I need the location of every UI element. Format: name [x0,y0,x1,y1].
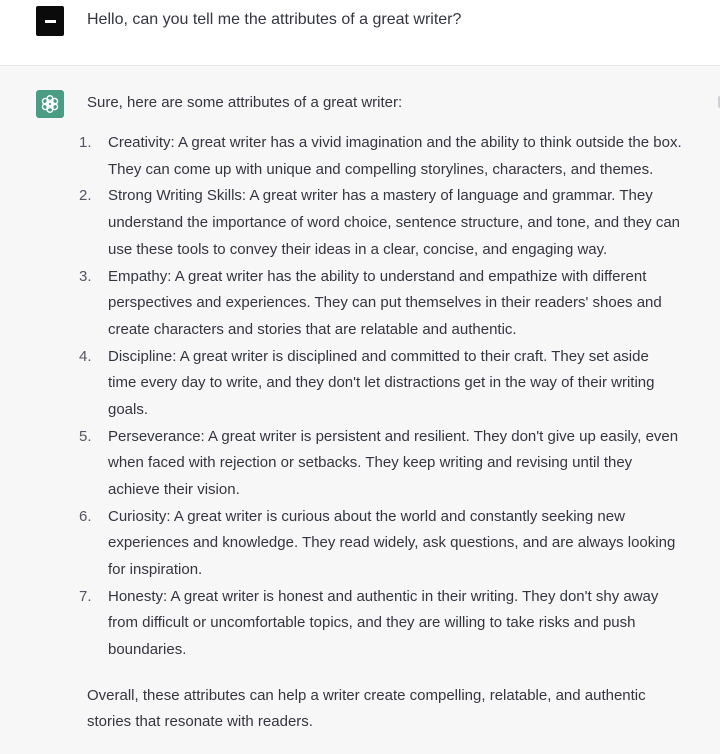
list-item-number: 2. [79,187,92,205]
list-item-number: 5. [79,427,92,445]
list-item-line: Honesty: A great writer is honest and authentic in their writing. They don't shy away [108,587,659,605]
list-item-line: They can come up with unique and compelling storylines, characters, and themes. [108,160,654,178]
list-item [79,504,719,584]
list-item-number: 1. [79,134,92,151]
list-item [79,344,719,424]
list-item-line: from difficult or uncomfortable topics, and they are willing to take risks and push [108,614,636,632]
user-message-text: Hello, can you tell me the attributes of a great writer? [87,11,462,28]
answer-conclusion [87,683,719,735]
list-item-number: 6. [79,507,92,525]
list-item-line: Creativity: A great writer has a vivid imagination and the ability to think outside the box. [108,134,682,151]
list-item-line: Curiosity: A great writer is curious about the world and constantly seeking new [108,507,625,525]
list-item [79,584,719,664]
list-item-line: experiences and knowledge. They read widely, ask questions, and are always looking [108,534,676,552]
list-item [79,264,719,344]
list-item-line: use these tools to convey their ideas in a clear, concise, and engaging way. [108,240,608,258]
list-item-line: goals. [108,400,149,418]
list-item-line: time every day to write, and they don't let distractions get in the way of their writing [108,374,655,392]
attributes-list [79,130,719,664]
list-item [79,130,719,183]
list-item-line: Perseverance: A great writer is persistent and resilient. They don't give up easily, even [108,427,679,445]
list-item [79,183,719,263]
assistant-message-text [79,92,719,735]
list-item-line: Empathy: A great writer has the ability to understand and empathize with different [108,267,647,285]
list-item-line: boundaries. [108,641,187,659]
conclusion-line: Overall, these attributes can help a writer create compelling, relatable, and authentic [87,686,646,704]
list-item-line: Strong Writing Skills: A great writer has a mastery of language and grammar. They [108,187,653,205]
list-item-number: 4. [79,347,92,365]
conclusion-line: stories that resonate with readers. [87,712,313,730]
answer-intro: Sure, here are some attributes of a great writer: [87,94,403,111]
openai-logo-icon [36,90,64,118]
assistant-message-row [0,66,720,754]
list-item-line: Discipline: A great writer is disciplined and committed to their craft. They set aside [108,347,649,365]
list-item-number: 7. [79,587,92,605]
list-item-line: for inspiration. [108,560,203,578]
user-avatar-icon [36,6,64,36]
list-item-line: create characters and stories that are relatable and authentic. [108,320,517,338]
list-item-line: understand the importance of word choice, sentence structure, and tone, and they can [108,214,681,232]
list-item [79,424,719,504]
user-message-row [0,0,720,66]
list-item-number: 3. [79,267,92,285]
list-item-line: when faced with rejection or setbacks. They keep writing and revising until they [108,454,633,472]
list-item-line: achieve their vision. [108,480,240,498]
list-item-line: perspectives and experiences. They can put themselves in their readers' shoes and [108,294,662,312]
